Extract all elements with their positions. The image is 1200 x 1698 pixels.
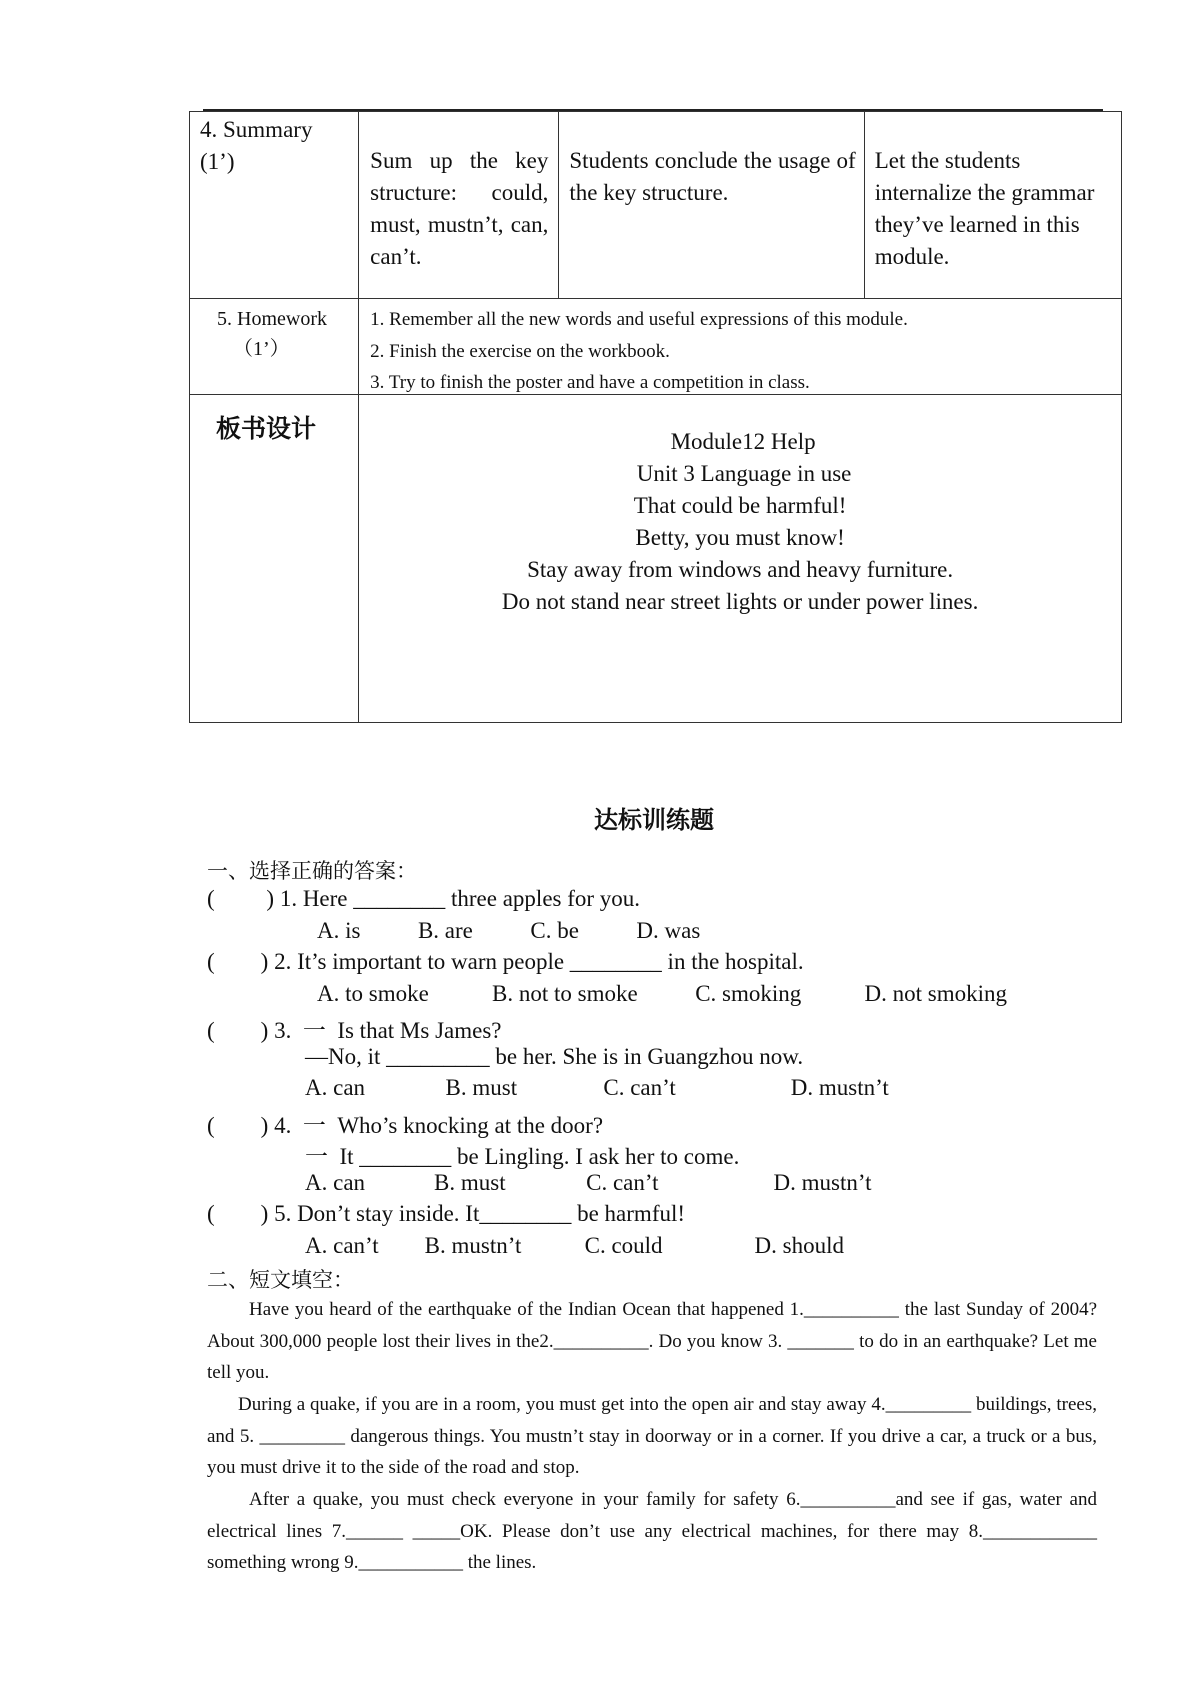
- board-design-content: [359, 395, 1121, 722]
- question-2-options: A. to smoke B. not to smoke C. smoking D. not smoking: [317, 981, 1008, 1006]
- question-3-line2: —No, it _________ be her. She is in Guangzhou now.: [305, 1044, 804, 1069]
- board-line: Module12 Help: [670, 429, 816, 454]
- homework-row: [190, 299, 1122, 395]
- question-4-options: A. can B. must C. can’t D. mustn’t: [305, 1170, 872, 1195]
- cloze-paragraph-3: After a quake, you must check everyone in your family for safety 6.__________and see if gas, water and electrical lines 7.______ _____OK. Please don’t use any electrical machines, for there may 8.____________ something wrong 9.___________ the lines.: [207, 1489, 1097, 1574]
- summary-row: [190, 112, 1122, 299]
- homework-item: 2. Finish the exercise on the workbook.: [370, 340, 670, 362]
- board-design-row: [190, 395, 1122, 723]
- board-line: That could be harmful!: [633, 493, 847, 518]
- section-2-title: 二、短文填空：: [207, 1268, 354, 1292]
- question-4: ( ) 4. 一 Who’s knocking at the door?: [207, 1113, 604, 1138]
- summary-step-cell: [190, 112, 358, 298]
- question-1: ( ) 1. Here ________ three apples for you.: [207, 886, 641, 911]
- lesson-plan-table: [189, 111, 1122, 723]
- question-2: ( ) 2. It’s important to warn people ________ in the hospital.: [207, 949, 804, 974]
- homework-item: 3. Try to finish the poster and have a competition in class.: [370, 372, 810, 393]
- homework-item: 1. Remember all the new words and useful expressions of this module.: [370, 309, 908, 330]
- question-3: ( ) 3. 一 Is that Ms James?: [207, 1018, 502, 1043]
- board-line: Betty, you must know!: [635, 525, 845, 550]
- section-1-title: 一、选择正确的答案：: [207, 859, 417, 883]
- homework-step-time: （1’）: [233, 338, 290, 360]
- summary-purpose: Let the students internalize the grammar they’ve learned in this module.: [874, 148, 1095, 269]
- board-line: Stay away from windows and heavy furniture.: [527, 557, 954, 582]
- board-line: Unit 3 Language in use: [636, 461, 852, 486]
- summary-student-activity: Students conclude the usage of the key structure.: [569, 148, 856, 205]
- summary-step-label: 4. Summary: [200, 117, 313, 142]
- summary-teacher-activity: Sum up the key structure: could, must, mustn’t, can, can’t.: [370, 148, 549, 269]
- question-5: ( ) 5. Don’t stay inside. It________ be harmful!: [207, 1201, 686, 1226]
- cloze-paragraph-2: During a quake, if you are in a room, you must get into the open air and stay away 4._________ buildings, trees, and 5. _________ dangerous things. You mustn’t stay in doorway or in a corner. If you drive a car, a truck or a bus, you must drive it to the side of the road and stop.: [207, 1394, 1097, 1479]
- homework-step-cell: [190, 299, 358, 394]
- exercise-title: 达标训练题: [594, 806, 714, 834]
- question-3-options: A. can B. must C. can’t D. mustn’t: [305, 1075, 889, 1100]
- question-4-line2: 一 It ________ be Lingling. I ask her to come.: [305, 1144, 740, 1169]
- question-1-options: A. is B. are C. be D. was: [317, 918, 701, 943]
- homework-step-label: 5. Homework: [217, 308, 327, 330]
- cloze-paragraph-1: Have you heard of the earthquake of the Indian Ocean that happened 1.__________ the last Sunday of 2004? About 300,000 people lost their lives in the2.__________. Do you know 3. _______ to do in an earthquake? Let me tell you.: [207, 1299, 1097, 1384]
- board-design-label: 板书设计: [216, 414, 317, 443]
- summary-step-time: (1’): [200, 149, 235, 174]
- board-line: Do not stand near street lights or under power lines.: [501, 589, 979, 614]
- homework-list: [359, 299, 1121, 394]
- question-5-options: A. can’t B. mustn’t C. could D. should: [305, 1233, 845, 1258]
